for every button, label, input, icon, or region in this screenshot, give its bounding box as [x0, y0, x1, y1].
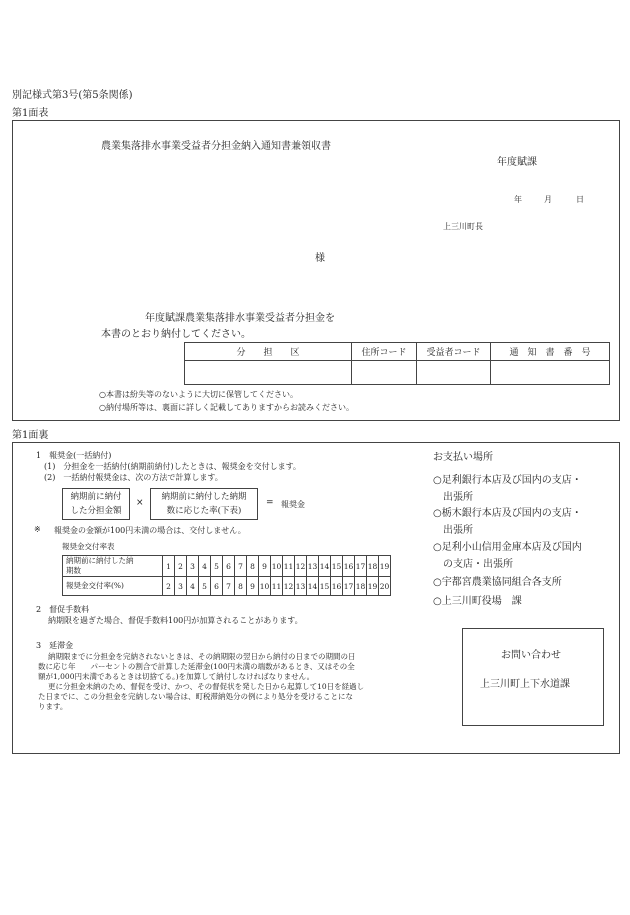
reward-minimum-note: 報奨金の金額が100円未満の場合は、交付しません。	[54, 526, 246, 535]
rate-table-periods-cell: 9	[259, 556, 271, 577]
calc-rate-box	[150, 488, 258, 520]
rate-table-periods-cell: 11	[283, 556, 295, 577]
rate-table-rate-cell: 2	[163, 577, 175, 596]
contact-title: お問い合わせ	[501, 650, 561, 661]
section1-item1: (1) 分担金を一括納付(納期前納付)したときは、報奨金を交付します。	[44, 462, 301, 471]
payment-places-title: お支払い場所	[433, 452, 493, 463]
calc-amount-box	[62, 488, 130, 520]
section3-line6: ります。	[38, 702, 68, 711]
rate-table-periods-cell: 18	[367, 556, 379, 577]
rate-table	[62, 555, 391, 596]
rate-table-rate-cell: 8	[235, 577, 247, 596]
section2-title: 2 督促手数料	[36, 605, 90, 614]
contact-department: 上三川町上下水道課	[480, 679, 570, 690]
rate-table-rate-cell: 12	[283, 577, 295, 596]
section3-line5: た日までに、この分担金を完納しない場合は、町税滞納処分の例により処分を受けることにな	[38, 692, 353, 701]
rate-table-periods-cell: 8	[247, 556, 259, 577]
rate-table-rate-cell: 11	[271, 577, 283, 596]
section1-title: 1 報奨金(一括納付)	[36, 451, 112, 460]
rate-table-periods-cell: 13	[307, 556, 319, 577]
rate-table-rate-cell: 20	[379, 577, 391, 596]
date-day: 日	[576, 195, 584, 204]
rate-table-rate-cell: 9	[247, 577, 259, 596]
rate-table-rate-cell: 19	[367, 577, 379, 596]
multiply-sign: ×	[136, 498, 144, 508]
rate-table-periods-cell: 7	[235, 556, 247, 577]
rate-table-periods-cell: 15	[331, 556, 343, 577]
addressee-honorific: 様	[315, 253, 325, 264]
rate-table-rate-cell: 7	[223, 577, 235, 596]
district-value	[185, 361, 352, 385]
rate-table-periods-cell: 16	[343, 556, 355, 577]
payment-place-tochigi	[433, 505, 582, 539]
rate-table-periods-cell: 19	[379, 556, 391, 577]
place2-line1: ○栃木銀行本店及び国内の支店・	[433, 508, 582, 519]
section3-title: 3 延滞金	[36, 641, 74, 650]
rate-table-rate-cell: 10	[259, 577, 271, 596]
calc-amount-line2: した分担金額	[70, 506, 122, 516]
calc-result: 報奨金	[281, 500, 305, 509]
calc-amount-line1: 納期前に納付	[70, 492, 122, 502]
district-header: 分 担 区	[185, 343, 352, 361]
rate-table-rate-cell: 18	[355, 577, 367, 596]
section3-line4: 更に分担金未納のため、督促を受け、かつ、その督促状を発した日から起算して10日を経過し	[48, 682, 365, 691]
notice-message-line1: 年度賦課農業集落排水事業受益者分担金を	[145, 313, 335, 324]
calc-rate-line2: 数に応じた率(下表)	[166, 506, 242, 516]
notice-message-line2: 本書のとおり納付してください。	[101, 329, 251, 340]
rate-table-rate-cell: 15	[319, 577, 331, 596]
section3-line1: 納期限までに分担金を完納されないときは、その納期限の翌日から納付の日までの期間の日	[48, 652, 356, 661]
notice-number-header: 通 知 書 番 号	[491, 343, 610, 361]
rate-table-rate-cell: 13	[295, 577, 307, 596]
rate-table-rate-cell: 17	[343, 577, 355, 596]
rate-table-periods-cell: 10	[271, 556, 283, 577]
rate-table-rate-cell: 5	[199, 577, 211, 596]
rate-table-title: 報奨金交付率表	[62, 542, 115, 551]
rate-table-row1-label	[63, 556, 163, 577]
note-keep-safe: ○本書は紛失等のないように大切に保管してください。	[99, 390, 298, 399]
section3-line2: 数に応じ年 パーセントの割合で計算した延滞金(100円未満の端数があるとき、又はその全	[38, 662, 355, 671]
place3-line2: の支店・出張所	[433, 559, 513, 570]
back-side-label: 第1面裏	[12, 430, 49, 441]
rate-table-rate-cell: 4	[187, 577, 199, 596]
notice-title: 農業集落排水事業受益者分担金納入通知書兼領収書	[101, 141, 331, 152]
place2-line2: 出張所	[433, 525, 473, 536]
issuer-name: 上三川町長	[443, 222, 483, 231]
payment-place-ashikaga	[433, 472, 582, 506]
rate-table-periods-cell: 1	[163, 556, 175, 577]
code-table	[184, 342, 610, 385]
rate-table-periods-cell: 4	[199, 556, 211, 577]
payment-place-ja: ○宇都宮農業協同組合各支所	[433, 577, 562, 588]
date-month: 月	[544, 195, 552, 204]
note-mark: ※	[34, 525, 41, 534]
place1-line1: ○足利銀行本店及び国内の支店・	[433, 475, 582, 486]
section1-item2: (2) 一括納付報奨金は、次の方法で計算します。	[44, 473, 223, 482]
rate-table-rate-cell: 16	[331, 577, 343, 596]
row1-label-line1: 納期前に納付した納	[66, 556, 134, 565]
row1-label-line2: 期数	[66, 566, 81, 575]
equals-sign: =	[266, 498, 274, 508]
section3-line3: 額が1,000円未満であるときは切捨てる。)を加算して納付しなければなりません。	[38, 672, 315, 681]
calc-rate-line1: 納期前に納付した納期	[161, 492, 247, 502]
rate-table-rate-cell: 3	[175, 577, 187, 596]
place3-line1: ○足利小山信用金庫本店及び国内	[433, 542, 582, 553]
beneficiary-code-header: 受益者コード	[417, 343, 491, 361]
rate-table-periods-cell: 17	[355, 556, 367, 577]
address-code-header: 住所コード	[352, 343, 417, 361]
rate-table-periods-cell: 6	[223, 556, 235, 577]
rate-table-periods-cell: 14	[319, 556, 331, 577]
rate-table-periods-cell: 3	[187, 556, 199, 577]
note-see-back: ○納付場所等は、裏面に詳しく記載してありますからお読みください。	[99, 403, 354, 412]
beneficiary-code-value	[417, 361, 491, 385]
rate-table-rate-cell: 6	[211, 577, 223, 596]
place1-line2: 出張所	[433, 492, 473, 503]
rate-table-rate-cell: 14	[307, 577, 319, 596]
fiscal-year-label: 年度賦課	[497, 157, 537, 168]
date-year: 年	[514, 195, 522, 204]
section2-body: 納期限を過ぎた場合、督促手数料100円が加算されることがあります。	[48, 616, 303, 625]
front-side-label: 第1面表	[12, 108, 49, 119]
payment-place-townhall: ○上三川町役場 課	[433, 596, 522, 607]
rate-table-periods-cell: 5	[211, 556, 223, 577]
rate-table-periods-cell: 2	[175, 556, 187, 577]
notice-number-value	[491, 361, 610, 385]
payment-place-oyama	[433, 539, 582, 573]
address-code-value	[352, 361, 417, 385]
form-number: 別記様式第3号(第5条関係)	[12, 90, 133, 101]
rate-table-periods-cell: 12	[295, 556, 307, 577]
rate-table-row2-label: 報奨金交付率(%)	[63, 577, 163, 596]
